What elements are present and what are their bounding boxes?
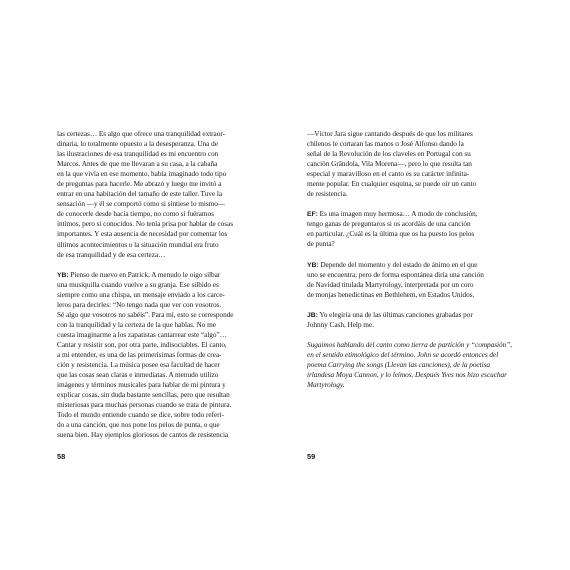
line-text: de Navidad titulada Martyrology, interpretada por un coro [307,279,474,289]
text-line [57,300,272,310]
text-line [307,149,522,159]
line-text: ción y resistencia. La música posee esa facultad de hacer [57,360,220,370]
text-line [307,129,522,139]
line-text: explicar cosas, sin duda bastante sencillas, pero que resultan [57,390,230,400]
text-line [57,330,272,340]
text-line [57,189,272,199]
text-line [57,179,272,189]
text-line [57,229,272,239]
line-text: Sé algo que vosotros no sabéis”. Para mí, esto se corresponde [57,309,234,319]
line-text: las certezas… Es algo que ofrece una tranquilidad extraor- [57,129,225,138]
paragraph [307,310,522,330]
right-page-text-column [307,129,522,400]
text-line [57,250,272,260]
right-page [285,0,570,570]
line-text: tengo ganas de preguntaros si os acordáis de una canción [307,219,471,229]
text-line [57,370,272,380]
text-line [57,340,272,350]
left-page-text-column [57,129,272,450]
text-line [57,350,272,360]
speaker-initials: JB: [307,311,318,319]
line-text: Marcos. Antes de que me llevaran a su casa, a la cabaña [57,159,218,169]
text-line [307,310,522,320]
text-line [307,209,522,219]
text-line [307,239,522,249]
text-line [307,360,522,370]
text-line [307,189,522,199]
line-text: do a una canción, que nos pone los pelos de punta, o que [57,420,220,430]
line-text: —Víctor Jara sigue cantando después de que los militares [307,129,473,138]
line-text: Es una imagen muy hermosa… A modo de conclusión, [317,209,478,219]
line-text: dinaria, lo totalmente opuesto a la desesperanza. Una de [57,139,218,149]
line-text: de preguntas para hacerle. Me abrazó y luego me invitó a [57,179,222,189]
line-text: Sugaimos hablando del canto como tierra de partición y “compasión”, [307,339,513,349]
line-text: con la tranquilidad y la certeza de la que hablas. No me [57,319,216,329]
text-line [307,179,522,189]
text-line [57,159,272,169]
text-line [307,290,522,300]
line-text: de conocerle desde hacía tiempo, no como si fuéramos [57,209,214,219]
text-line [57,420,272,430]
line-text: que las cosas sean claras e inmediatas. A menudo utilizo [57,370,219,380]
line-text: a mi entender, es una de las primerísimas formas de crea- [57,349,222,359]
text-line [57,410,272,420]
text-line [57,320,272,330]
text-line [57,139,272,149]
text-line [57,169,272,179]
paragraph [57,270,272,441]
text-line [307,159,522,169]
text-line [57,240,272,250]
line-text: últimos acontecimientos o la situación mundial era fruto [57,239,219,249]
text-line [57,360,272,370]
text-line [307,320,522,330]
text-line [57,390,272,400]
line-text: poema Carrying the songs (Llevan las canciones), de la poetisa [307,359,490,369]
text-line [57,290,272,300]
line-text: Johnny Cash, Help me. [307,319,374,329]
text-line [57,280,272,290]
text-line [57,129,272,139]
text-line [57,380,272,390]
text-line [307,219,522,229]
line-text: suena bien. Hay ejemplos gloriosos de cantos de resistencia [57,430,229,440]
text-line [307,229,522,239]
line-text: Pienso de nuevo en Patrick. A menudo le oigo silbar [68,269,221,279]
paragraph [307,209,522,249]
line-text: Todo el mundo entiende cuando se dice, sobre todo referi- [57,410,224,420]
line-text: una musiquilla cuando vuelve a su granja. Ese silbido es [57,279,219,289]
text-line [307,340,522,350]
line-text: las ilustraciones de esa tranquilidad es mi encuentro con [57,149,219,159]
line-text: irlandesa Moya Cannon, y lo leímos. Después Yves nos hizo escuchar [307,369,507,379]
line-text: en particular. ¿Cuál es la última que os ha puesto los pelos [307,229,475,239]
text-line [57,149,272,159]
text-line [307,280,522,290]
line-text: chilenos le cortaran las manos o José Alfonso dando la [307,139,464,149]
line-text: Depende del momento y del estado de ánimo en el que [318,259,478,269]
line-text: íntimos, pero sí conocidos. No tenía prisa por hablar de cosas [57,219,234,229]
text-line [307,350,522,360]
line-text: Martyrology. [307,379,345,389]
line-text: misteriosas para muchas personas cuando se trata de pintura. [57,400,232,410]
text-line [307,380,522,390]
text-line [307,169,522,179]
left-page-number: 58 [57,452,66,461]
line-text: entrar en una habitación del tamaño de este taller. Tuve la [57,189,223,199]
text-line [57,270,272,280]
line-text: uno se encuentra, pero de forma espontánea diría una canción [307,269,484,279]
text-line [57,209,272,219]
line-text: imágenes y términos musicales para hablar de mi pintura y [57,380,226,390]
paragraph [307,340,522,390]
line-text: de esa tranquilidad y de esa certeza… [57,249,166,259]
line-text: de resistencia. [307,189,348,199]
paragraph [307,129,522,199]
text-line [57,219,272,229]
text-line [307,270,522,280]
paragraph [307,260,522,300]
line-text: sensación —y él se comportó como si sintiese lo mismo— [57,199,226,209]
line-text: siempre como una chispa, un mensaje enviado a los carce- [57,289,225,299]
text-line [307,370,522,380]
line-text: Yo elegiría una de las últimas canciones grabadas por [317,309,473,319]
right-page-number: 59 [307,452,316,461]
line-text: señal de la Revolución de los claveles en Portugal con su [307,149,471,159]
text-line [307,260,522,270]
line-text: canción Grândola, Vila Morena—, pero lo que resulta tan [307,159,472,169]
text-line [57,199,272,209]
line-text: mente popular. En cualquier esquina, se puede oír un canto [307,179,477,189]
text-line [57,400,272,410]
line-text: de punta? [307,239,335,249]
speaker-initials: YB: [307,261,319,269]
line-text: especial y maravilloso en el canto es su carácter infinita- [307,169,470,179]
speaker-initials: EF: [307,211,318,219]
line-text: en el sentido etimológico del término. John se acordó entonces del [307,349,499,359]
text-line [307,139,522,149]
speaker-initials: YB: [57,271,69,279]
paragraph [57,129,272,260]
line-text: leros para decirles: “No tengo nada que ver con vosotros. [57,299,222,309]
line-text: Cantar y resistir son, por otra parte, indisociables. El canto, [57,339,227,349]
text-line [57,430,272,440]
text-line [57,310,272,320]
line-text: cuesta imaginarme a los zapatistas cantarrear este “algo”… [57,329,227,339]
line-text: importantes. Y esta ausencia de necesidad por comentar los [57,229,228,239]
line-text: de monjas benedictinas en Bethlehem, en Estados Unidos. [307,289,475,299]
line-text: en la que vivía en ese momento, había imaginado todo tipo [57,169,227,179]
